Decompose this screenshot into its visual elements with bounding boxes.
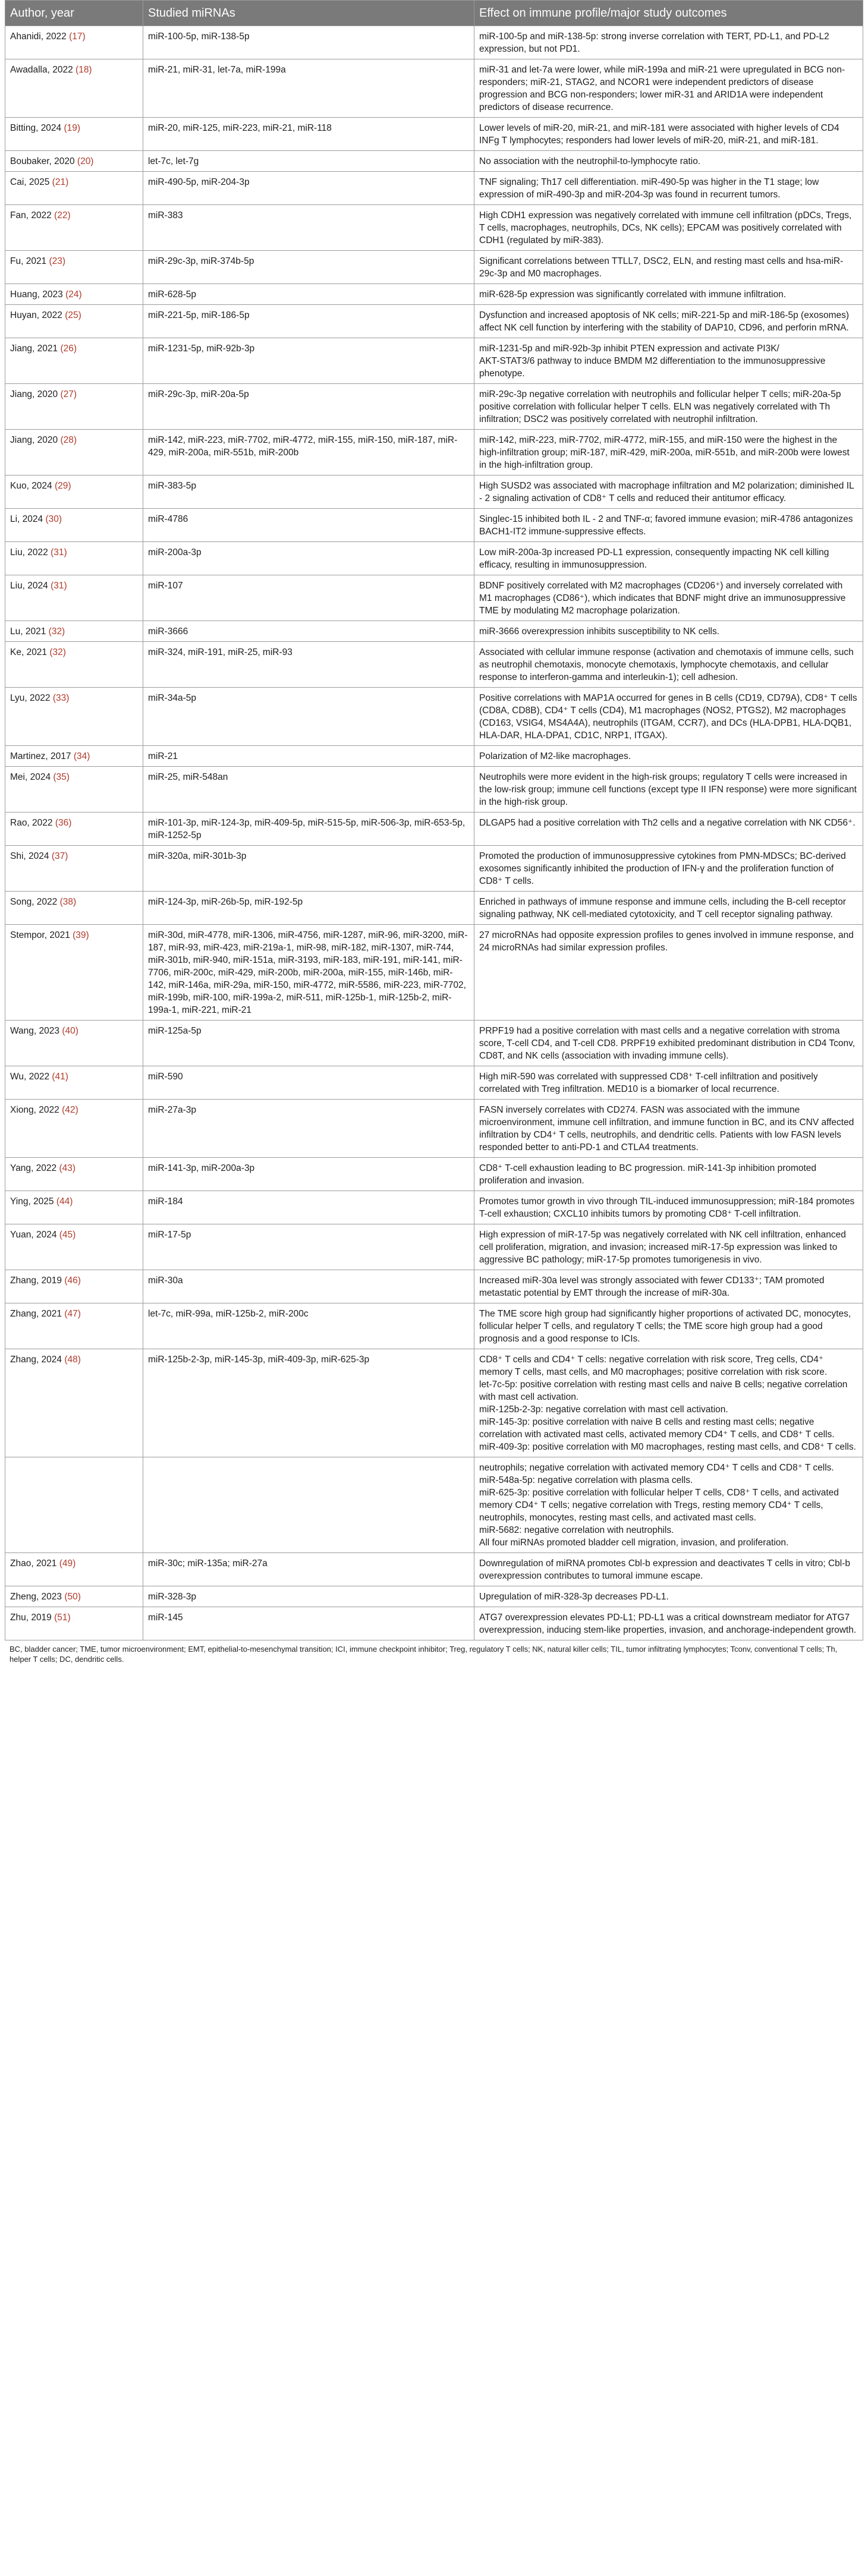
effect-cell: PRPF19 had a positive correlation with mast cells and a negative correlation with stroma score, T-cell CD4, and T-cell CD8. PRPF19 exhibited predominant distribution in CD4 Tconv, CD8T, and NK cells (association with invading immune cells). <box>474 1021 863 1066</box>
effect-cell: Lower levels of miR-20, miR-21, and miR-181 were associated with higher levels of CD4 INFg T lymphocytes; responders had lower levels of miR-20, miR-21, and miR-181. <box>474 118 863 151</box>
table-row <box>5 338 863 384</box>
mirnas-cell: miR-200a-3p <box>143 542 474 575</box>
author-year: Rao, 2022 <box>10 818 53 828</box>
author-year: Awadalla, 2022 <box>10 65 73 75</box>
table-row <box>5 475 863 509</box>
author-cell <box>5 1224 143 1270</box>
reference-link[interactable]: (44) <box>56 1196 73 1207</box>
author-cell <box>5 1457 143 1553</box>
effect-cell: High miR-590 was correlated with suppressed CD8⁺ T-cell infiltration and positively correlated with Treg infiltration. MED10 is a biomarker of local recurrence. <box>474 1066 863 1100</box>
reference-link[interactable]: (25) <box>65 310 81 320</box>
mirnas-cell: let-7c, let-7g <box>143 151 474 172</box>
reference-link[interactable]: (45) <box>59 1230 76 1240</box>
author-cell <box>5 118 143 151</box>
mirnas-cell <box>143 1457 474 1553</box>
mirnas-cell: miR-100-5p, miR-138-5p <box>143 26 474 59</box>
table-row <box>5 430 863 475</box>
author-cell <box>5 151 143 172</box>
reference-link[interactable]: (32) <box>48 626 65 637</box>
effect-cell: Upregulation of miR-328-3p decreases PD-L1. <box>474 1586 863 1607</box>
table-row <box>5 1224 863 1270</box>
table-row <box>5 1191 863 1224</box>
author-year: Jiang, 2020 <box>10 389 58 399</box>
effect-cell: TNF signaling; Th17 cell differentiation. miR-490-5p was higher in the T1 stage; low expression of miR-490-3p and miR-204-3p was found in recurrent tumors. <box>474 172 863 205</box>
author-year: Zhang, 2021 <box>10 1309 62 1319</box>
effect-cell: miR-100-5p and miR-138-5p: strong inverse correlation with TERT, PD-L1, and PD-L2 expression, but not PD1. <box>474 26 863 59</box>
mirnas-cell: miR-184 <box>143 1191 474 1224</box>
author-year: Zhang, 2024 <box>10 1355 62 1365</box>
author-cell <box>5 1349 143 1457</box>
mirnas-cell: miR-29c-3p, miR-374b-5p <box>143 251 474 284</box>
mirnas-cell: miR-17-5p <box>143 1224 474 1270</box>
author-cell <box>5 338 143 384</box>
mirnas-cell: miR-1231-5p, miR-92b-3p <box>143 338 474 384</box>
effect-cell: Increased miR-30a level was strongly associated with fewer CD133⁺; TAM promoted metastatic potential by EMT through the increase of miR-30a. <box>474 1270 863 1303</box>
table-row <box>5 925 863 1021</box>
table-row <box>5 688 863 746</box>
effect-cell: Positive correlations with MAP1A occurred for genes in B cells (CD19, CD79A), CD8⁺ T cells (CD8A, CD8B), CD4⁺ T cells (CD4), M1 macrophages (NOS2, PTGS2), M2 macrophages (CD163, VSIG4, MS4A4A), neutrophils (ITGAM, CCR7), and DCs (HLA-DPB1, HLA-DQB1, HLA-DAR, HLA-DPA1, CD1C, NRP1, ITGAX). <box>474 688 863 746</box>
table-row <box>5 1270 863 1303</box>
mirnas-cell: miR-124-3p, miR-26b-5p, miR-192-5p <box>143 892 474 925</box>
effect-cell: The TME score high group had significantly higher proportions of activated DC, monocytes, follicular helper T cells, and regulatory T cells; the TME score high group had a good prognosis and a good response to ICIs. <box>474 1303 863 1349</box>
table-row <box>5 1457 863 1553</box>
reference-link[interactable]: (30) <box>45 514 62 524</box>
mirnas-cell: miR-383 <box>143 205 474 251</box>
author-year: Ying, 2025 <box>10 1196 54 1207</box>
mirnas-cell: miR-125a-5p <box>143 1021 474 1066</box>
effect-cell: FASN inversely correlates with CD274. FASN was associated with the immune microenvironment, immune cell infiltration, and immune function in BC, and its CNV affected infiltration by CD4⁺ T cells, neutrophils, and dendritic cells. Patients with low FASN levels responded better to anti-PD-1 and CTLA4 treatments. <box>474 1100 863 1158</box>
table-row <box>5 284 863 305</box>
mirnas-cell: miR-142, miR-223, miR-7702, miR-4772, miR-155, miR-150, miR-187, miR-429, miR-200a, miR-551b, miR-200b <box>143 430 474 475</box>
reference-link[interactable]: (26) <box>60 344 77 354</box>
table-row <box>5 1303 863 1349</box>
author-cell <box>5 475 143 509</box>
effect-cell: Promoted the production of immunosuppressive cytokines from PMN-MDSCs; BC-derived exosomes significantly inhibited the production of IFN-γ and the proliferation function of CD8⁺ T cells. <box>474 846 863 892</box>
reference-link[interactable]: (50) <box>64 1592 81 1602</box>
author-cell <box>5 305 143 338</box>
author-cell <box>5 642 143 688</box>
author-year: Zhao, 2021 <box>10 1558 57 1569</box>
mirnas-cell: miR-30c; miR-135a; miR-27a <box>143 1553 474 1586</box>
table-header-row <box>5 1 863 26</box>
effect-cell: CD8⁺ T-cell exhaustion leading to BC progression. miR-141-3p inhibition promoted proliferation and invasion. <box>474 1158 863 1191</box>
table-row <box>5 813 863 846</box>
effect-cell: miR-31 and let-7a were lower, while miR-199a and miR-21 were upregulated in BCG non-responders; miR-21, STAG2, and NCOR1 were independent predictors of disease progression and BCG non-responders; lower miR-31 and ARID1A were independent predictors of disease recurrence. <box>474 59 863 118</box>
author-cell <box>5 1100 143 1158</box>
mirnas-cell: miR-141-3p, miR-200a-3p <box>143 1158 474 1191</box>
mirnas-cell: miR-320a, miR-301b-3p <box>143 846 474 892</box>
effect-cell: High SUSD2 was associated with macrophage infiltration and M2 polarization; diminished IL - 2 signaling activation of CD8⁺ T cells and reduced their antitumor efficacy. <box>474 475 863 509</box>
table-row <box>5 1349 863 1457</box>
author-year: Martinez, 2017 <box>10 751 71 761</box>
author-year: Yang, 2022 <box>10 1163 57 1173</box>
effect-cell: miR-29c-3p negative correlation with neutrophils and follicular helper T cells; miR-20a-5p positive correlation with follicular helper T cells. ELN was negatively correlated with Th infiltration; DSC2 was positively correlated with neutrophil infiltration. <box>474 384 863 430</box>
author-year: Li, 2024 <box>10 514 43 524</box>
author-cell <box>5 1191 143 1224</box>
mirnas-cell: miR-490-5p, miR-204-3p <box>143 172 474 205</box>
author-year: Ahanidi, 2022 <box>10 32 67 42</box>
author-year: Zhang, 2019 <box>10 1276 62 1286</box>
table-row <box>5 509 863 542</box>
author-cell <box>5 59 143 118</box>
effect-cell: CD8⁺ T cells and CD4⁺ T cells: negative correlation with risk score, Treg cells, CD4⁺ memory T cells, mast cells, and M0 macrophages; positive correlation with risk score. let-7c-5p: positive correlation with resting mast cells and naive B cells; negative correlation with mast cell activation. miR-125b-2-3p: negative correlation with mast cell activation. miR-145-3p: positive correlation with naive B cells and resting mast cells; negative correlation with activated mast cells, activated memory CD4⁺ T cells, and CD8⁺ T cells. miR-409-3p: positive correlation with M0 macrophages, resting mast cells, and CD8⁺ T cells. <box>474 1349 863 1457</box>
effect-cell: Singlec-15 inhibited both IL - 2 and TNF-α; favored immune evasion; miR-4786 antagonizes BACH1-IT2 immune-suppressive effects. <box>474 509 863 542</box>
author-cell <box>5 767 143 813</box>
table-body <box>5 26 863 1640</box>
effect-cell: Downregulation of miRNA promotes Cbl-b expression and deactivates T cells in vitro; Cbl-b overexpression contributes to tumoral immune escape. <box>474 1553 863 1586</box>
author-cell <box>5 1066 143 1100</box>
author-cell <box>5 1607 143 1640</box>
author-cell <box>5 1021 143 1066</box>
mirnas-cell: miR-125b-2-3p, miR-145-3p, miR-409-3p, miR-625-3p <box>143 1349 474 1457</box>
mirnas-cell: miR-30a <box>143 1270 474 1303</box>
header-effect: Effect on immune profile/major study outcomes <box>474 1 863 26</box>
author-year: Zhu, 2019 <box>10 1613 52 1623</box>
mirnas-cell: miR-34a-5p <box>143 688 474 746</box>
author-year: Fan, 2022 <box>10 210 52 221</box>
reference-link[interactable]: (33) <box>52 693 70 703</box>
author-cell <box>5 542 143 575</box>
table-row <box>5 1158 863 1191</box>
author-cell <box>5 688 143 746</box>
author-year: Stempor, 2021 <box>10 930 70 940</box>
reference-link[interactable]: (20) <box>77 156 94 166</box>
table-row <box>5 59 863 118</box>
mirnas-cell: miR-27a-3p <box>143 1100 474 1158</box>
mirna-immune-table <box>5 0 863 1640</box>
table-row <box>5 151 863 172</box>
effect-cell: High CDH1 expression was negatively correlated with immune cell infiltration (pDCs, Tregs, T cells, macrophages, neutrophils, DCs, NK cells); EPCAM was positively correlated with CDH1 (regulated by miR-383). <box>474 205 863 251</box>
table-row <box>5 172 863 205</box>
mirnas-cell: miR-221-5p, miR-186-5p <box>143 305 474 338</box>
table-row <box>5 118 863 151</box>
author-cell <box>5 251 143 284</box>
author-year: Bitting, 2024 <box>10 123 62 133</box>
author-cell <box>5 1586 143 1607</box>
mirnas-cell: miR-25, miR-548an <box>143 767 474 813</box>
reference-link[interactable]: (34) <box>73 751 90 761</box>
author-year: Jiang, 2020 <box>10 435 58 445</box>
reference-link[interactable]: (31) <box>51 581 67 591</box>
table-row <box>5 251 863 284</box>
author-cell <box>5 172 143 205</box>
mirnas-cell: miR-21 <box>143 746 474 767</box>
reference-link[interactable]: (32) <box>49 647 66 657</box>
table-row <box>5 542 863 575</box>
table-row <box>5 305 863 338</box>
reference-link[interactable]: (35) <box>53 772 70 782</box>
effect-cell: Neutrophils were more evident in the high-risk groups; regulatory T cells were increased in the low-risk group; immune cell functions (except type II IFN response) were more significant in the high-risk group. <box>474 767 863 813</box>
effect-cell: DLGAP5 had a positive correlation with Th2 cells and a negative correlation with NK CD56⁺. <box>474 813 863 846</box>
author-cell <box>5 892 143 925</box>
author-year: Lu, 2021 <box>10 626 46 637</box>
author-year: Lyu, 2022 <box>10 693 51 703</box>
author-cell <box>5 746 143 767</box>
author-cell <box>5 925 143 1021</box>
mirnas-cell: miR-328-3p <box>143 1586 474 1607</box>
mirnas-cell: miR-628-5p <box>143 284 474 305</box>
reference-link[interactable]: (51) <box>54 1613 71 1623</box>
author-year: Cai, 2025 <box>10 177 50 187</box>
mirnas-cell: miR-383-5p <box>143 475 474 509</box>
author-year: Huyan, 2022 <box>10 310 62 320</box>
abbreviations-footnote: BC, bladder cancer; TME, tumor microenvironment; EMT, epithelial-to-mesenchymal transition; ICI, immune checkpoint inhibitor; Treg, regulatory T cells; NK, natural killer cells; TIL, tumor infiltrating lymphocytes; Tconv, conventional T cells; Th, helper T cells; DC, dendritic cells. <box>10 1645 838 1664</box>
mirnas-cell: miR-107 <box>143 575 474 621</box>
author-cell <box>5 813 143 846</box>
reference-link[interactable]: (38) <box>59 897 77 907</box>
author-year: Kuo, 2024 <box>10 481 52 491</box>
reference-link[interactable]: (40) <box>62 1026 78 1036</box>
reference-link[interactable]: (43) <box>59 1163 76 1173</box>
author-cell <box>5 1158 143 1191</box>
table-row <box>5 205 863 251</box>
mirnas-cell: miR-20, miR-125, miR-223, miR-21, miR-118 <box>143 118 474 151</box>
reference-link[interactable]: (28) <box>60 435 77 445</box>
mirnas-cell: miR-324, miR-191, miR-25, miR-93 <box>143 642 474 688</box>
mirnas-cell: miR-101-3p, miR-124-3p, miR-409-5p, miR-515-5p, miR-506-3p, miR-653-5p, miR-1252-5p <box>143 813 474 846</box>
effect-cell: miR-628-5p expression was significantly correlated with immune infiltration. <box>474 284 863 305</box>
author-year: Shi, 2024 <box>10 851 49 861</box>
reference-link[interactable]: (27) <box>60 389 77 399</box>
effect-cell: ATG7 overexpression elevates PD-L1; PD-L1 was a critical downstream mediator for ATG7 overexpression, inducing stem-like properties, invasion, and anchorage-independent growth. <box>474 1607 863 1640</box>
mirnas-cell: miR-3666 <box>143 621 474 642</box>
reference-link[interactable]: (17) <box>69 32 86 42</box>
mirnas-cell: miR-30d, miR-4778, miR-1306, miR-4756, miR-1287, miR-96, miR-3200, miR-187, miR-93, miR-423, miR-219a-1, miR-98, miR-182, miR-1307, miR-744, miR-301b, miR-940, miR-151a, miR-3193, miR-183, miR-191, miR-141, miR-7706, miR-200c, miR-429, miR-200b, miR-200a, miR-155, miR-146b, miR-142, miR-146a, miR-29a, miR-150, miR-4772, miR-5586, miR-223, miR-7702, miR-199b, miR-100, miR-199a-2, miR-511, miR-125b-1, miR-125b-2, miR-199a-1, miR-221, miR-21 <box>143 925 474 1021</box>
author-cell <box>5 1553 143 1586</box>
author-year: Wang, 2023 <box>10 1026 60 1036</box>
author-year: Ke, 2021 <box>10 647 48 657</box>
author-cell <box>5 1303 143 1349</box>
reference-link[interactable]: (36) <box>55 818 72 828</box>
mirnas-cell: miR-145 <box>143 1607 474 1640</box>
author-cell <box>5 846 143 892</box>
table-row <box>5 1066 863 1100</box>
header-mirnas: Studied miRNAs <box>143 1 474 26</box>
effect-cell: Polarization of M2-like macrophages. <box>474 746 863 767</box>
reference-link[interactable]: (47) <box>64 1309 81 1319</box>
author-year: Liu, 2022 <box>10 547 48 558</box>
effect-cell: neutrophils; negative correlation with activated memory CD4⁺ T cells and CD8⁺ T cells. miR-548a-5p: negative correlation with plasma cells. miR-625-3p: positive correlation with follicular helper T cells, CD8⁺ T cells, and activated memory CD4⁺ T cells; negative correlation with Tregs, resting memory CD4⁺ T cells, neutrophils, monocytes, resting mast cells, and activated mast cells. miR-5682: negative correlation with neutrophils. All four miRNAs promoted bladder cell migration, invasion, and proliferation. <box>474 1457 863 1553</box>
table-row <box>5 1586 863 1607</box>
author-year: Boubaker, 2020 <box>10 156 75 166</box>
effect-cell: No association with the neutrophil-to-lymphocyte ratio. <box>474 151 863 172</box>
table-row <box>5 1553 863 1586</box>
author-year: Liu, 2024 <box>10 581 48 591</box>
reference-link[interactable]: (31) <box>51 547 67 558</box>
effect-cell: miR-1231-5p and miR-92b-3p inhibit PTEN expression and activate PI3K/ AKT-STAT3/6 pathway to induce BMDM M2 differentiation to the immunosuppressive phenotype. <box>474 338 863 384</box>
mirnas-cell: let-7c, miR-99a, miR-125b-2, miR-200c <box>143 1303 474 1349</box>
reference-link[interactable]: (48) <box>64 1355 81 1365</box>
reference-link[interactable]: (42) <box>62 1105 78 1115</box>
reference-link[interactable]: (46) <box>64 1276 81 1286</box>
effect-cell: Enriched in pathways of immune response and immune cells, including the B-cell receptor signaling pathway, NK cell-mediated cytotoxicity, and T cell receptor signaling pathway. <box>474 892 863 925</box>
reference-link[interactable]: (22) <box>54 210 71 221</box>
author-year: Zheng, 2023 <box>10 1592 62 1602</box>
table-row <box>5 575 863 621</box>
reference-link[interactable]: (49) <box>59 1558 76 1569</box>
author-year: Mei, 2024 <box>10 772 51 782</box>
reference-link[interactable]: (41) <box>52 1072 68 1082</box>
table-row <box>5 26 863 59</box>
effect-cell: miR-142, miR-223, miR-7702, miR-4772, miR-155, and miR-150 were the highest in the high-infiltration group; miR-187, miR-429, miR-200a, miR-551b, and miR-200b were lowest in the high-infiltration group. <box>474 430 863 475</box>
table-row <box>5 1021 863 1066</box>
effect-cell: 27 microRNAs had opposite expression profiles to genes involved in immune response, and 24 microRNAs had similar expression profiles. <box>474 925 863 1021</box>
effect-cell: Significant correlations between TTLL7, DSC2, ELN, and resting mast cells and hsa-miR-29c-3p and M0 macrophages. <box>474 251 863 284</box>
effect-cell: High expression of miR-17-5p was negatively correlated with NK cell infiltration, enhanced cell proliferation, migration, and invasion; increased miR-17-5p expression was linked to aggressive BC pathology; miR-17-5p promotes tumorigenesis in vivo. <box>474 1224 863 1270</box>
effect-cell: Dysfunction and increased apoptosis of NK cells; miR-221-5p and miR-186-5p (exosomes) affect NK cell function by interfering with the stability of DAP10, CD96, and perforin mRNA. <box>474 305 863 338</box>
table-row <box>5 846 863 892</box>
reference-link[interactable]: (39) <box>73 930 89 940</box>
table-row <box>5 892 863 925</box>
mirnas-cell: miR-21, miR-31, let-7a, miR-199a <box>143 59 474 118</box>
author-cell <box>5 430 143 475</box>
mirnas-cell: miR-590 <box>143 1066 474 1100</box>
author-cell <box>5 575 143 621</box>
header-author: Author, year <box>5 1 143 26</box>
table-row <box>5 1607 863 1640</box>
reference-link[interactable]: (23) <box>49 256 66 266</box>
author-cell <box>5 621 143 642</box>
reference-link[interactable]: (18) <box>76 65 92 75</box>
author-year: Wu, 2022 <box>10 1072 50 1082</box>
author-year: Jiang, 2021 <box>10 344 58 354</box>
author-cell <box>5 26 143 59</box>
author-cell <box>5 384 143 430</box>
table-row <box>5 767 863 813</box>
table-row <box>5 384 863 430</box>
reference-link[interactable]: (21) <box>52 177 69 187</box>
author-cell <box>5 1270 143 1303</box>
table-row <box>5 642 863 688</box>
author-cell <box>5 509 143 542</box>
reference-link[interactable]: (19) <box>64 123 81 133</box>
author-year: Huang, 2023 <box>10 289 63 300</box>
author-year: Xiong, 2022 <box>10 1105 59 1115</box>
reference-link[interactable]: (29) <box>55 481 71 491</box>
table-row <box>5 621 863 642</box>
table-row <box>5 746 863 767</box>
reference-link[interactable]: (37) <box>51 851 68 861</box>
author-year: Song, 2022 <box>10 897 58 907</box>
author-year: Yuan, 2024 <box>10 1230 57 1240</box>
effect-cell: Promotes tumor growth in vivo through TIL-induced immunosuppression; miR-184 promotes T-cell exhaustion; CXCL10 inhibits tumors by promoting CD8⁺ T-cell infiltration. <box>474 1191 863 1224</box>
effect-cell: Associated with cellular immune response (activation and chemotaxis of immune cells, such as neutrophil chemotaxis, monocyte chemotaxis, lymphocyte chemotaxis, and cellular response to interferon-gamma and interleukin-1); cell adhesion. <box>474 642 863 688</box>
effect-cell: BDNF positively correlated with M2 macrophages (CD206⁺) and inversely correlated with M1 macrophages (CD86⁺), which indicates that BDNF might drive an immunosuppressive TME by modulating M2 macrophage polarization. <box>474 575 863 621</box>
author-year: Fu, 2021 <box>10 256 47 266</box>
reference-link[interactable]: (24) <box>65 289 82 300</box>
effect-cell: Low miR-200a-3p increased PD-L1 expression, consequently impacting NK cell killing efficacy, resulting in immunosuppression. <box>474 542 863 575</box>
mirnas-cell: miR-29c-3p, miR-20a-5p <box>143 384 474 430</box>
mirnas-cell: miR-4786 <box>143 509 474 542</box>
table-row <box>5 1100 863 1158</box>
author-cell <box>5 284 143 305</box>
author-cell <box>5 205 143 251</box>
effect-cell: miR-3666 overexpression inhibits susceptibility to NK cells. <box>474 621 863 642</box>
